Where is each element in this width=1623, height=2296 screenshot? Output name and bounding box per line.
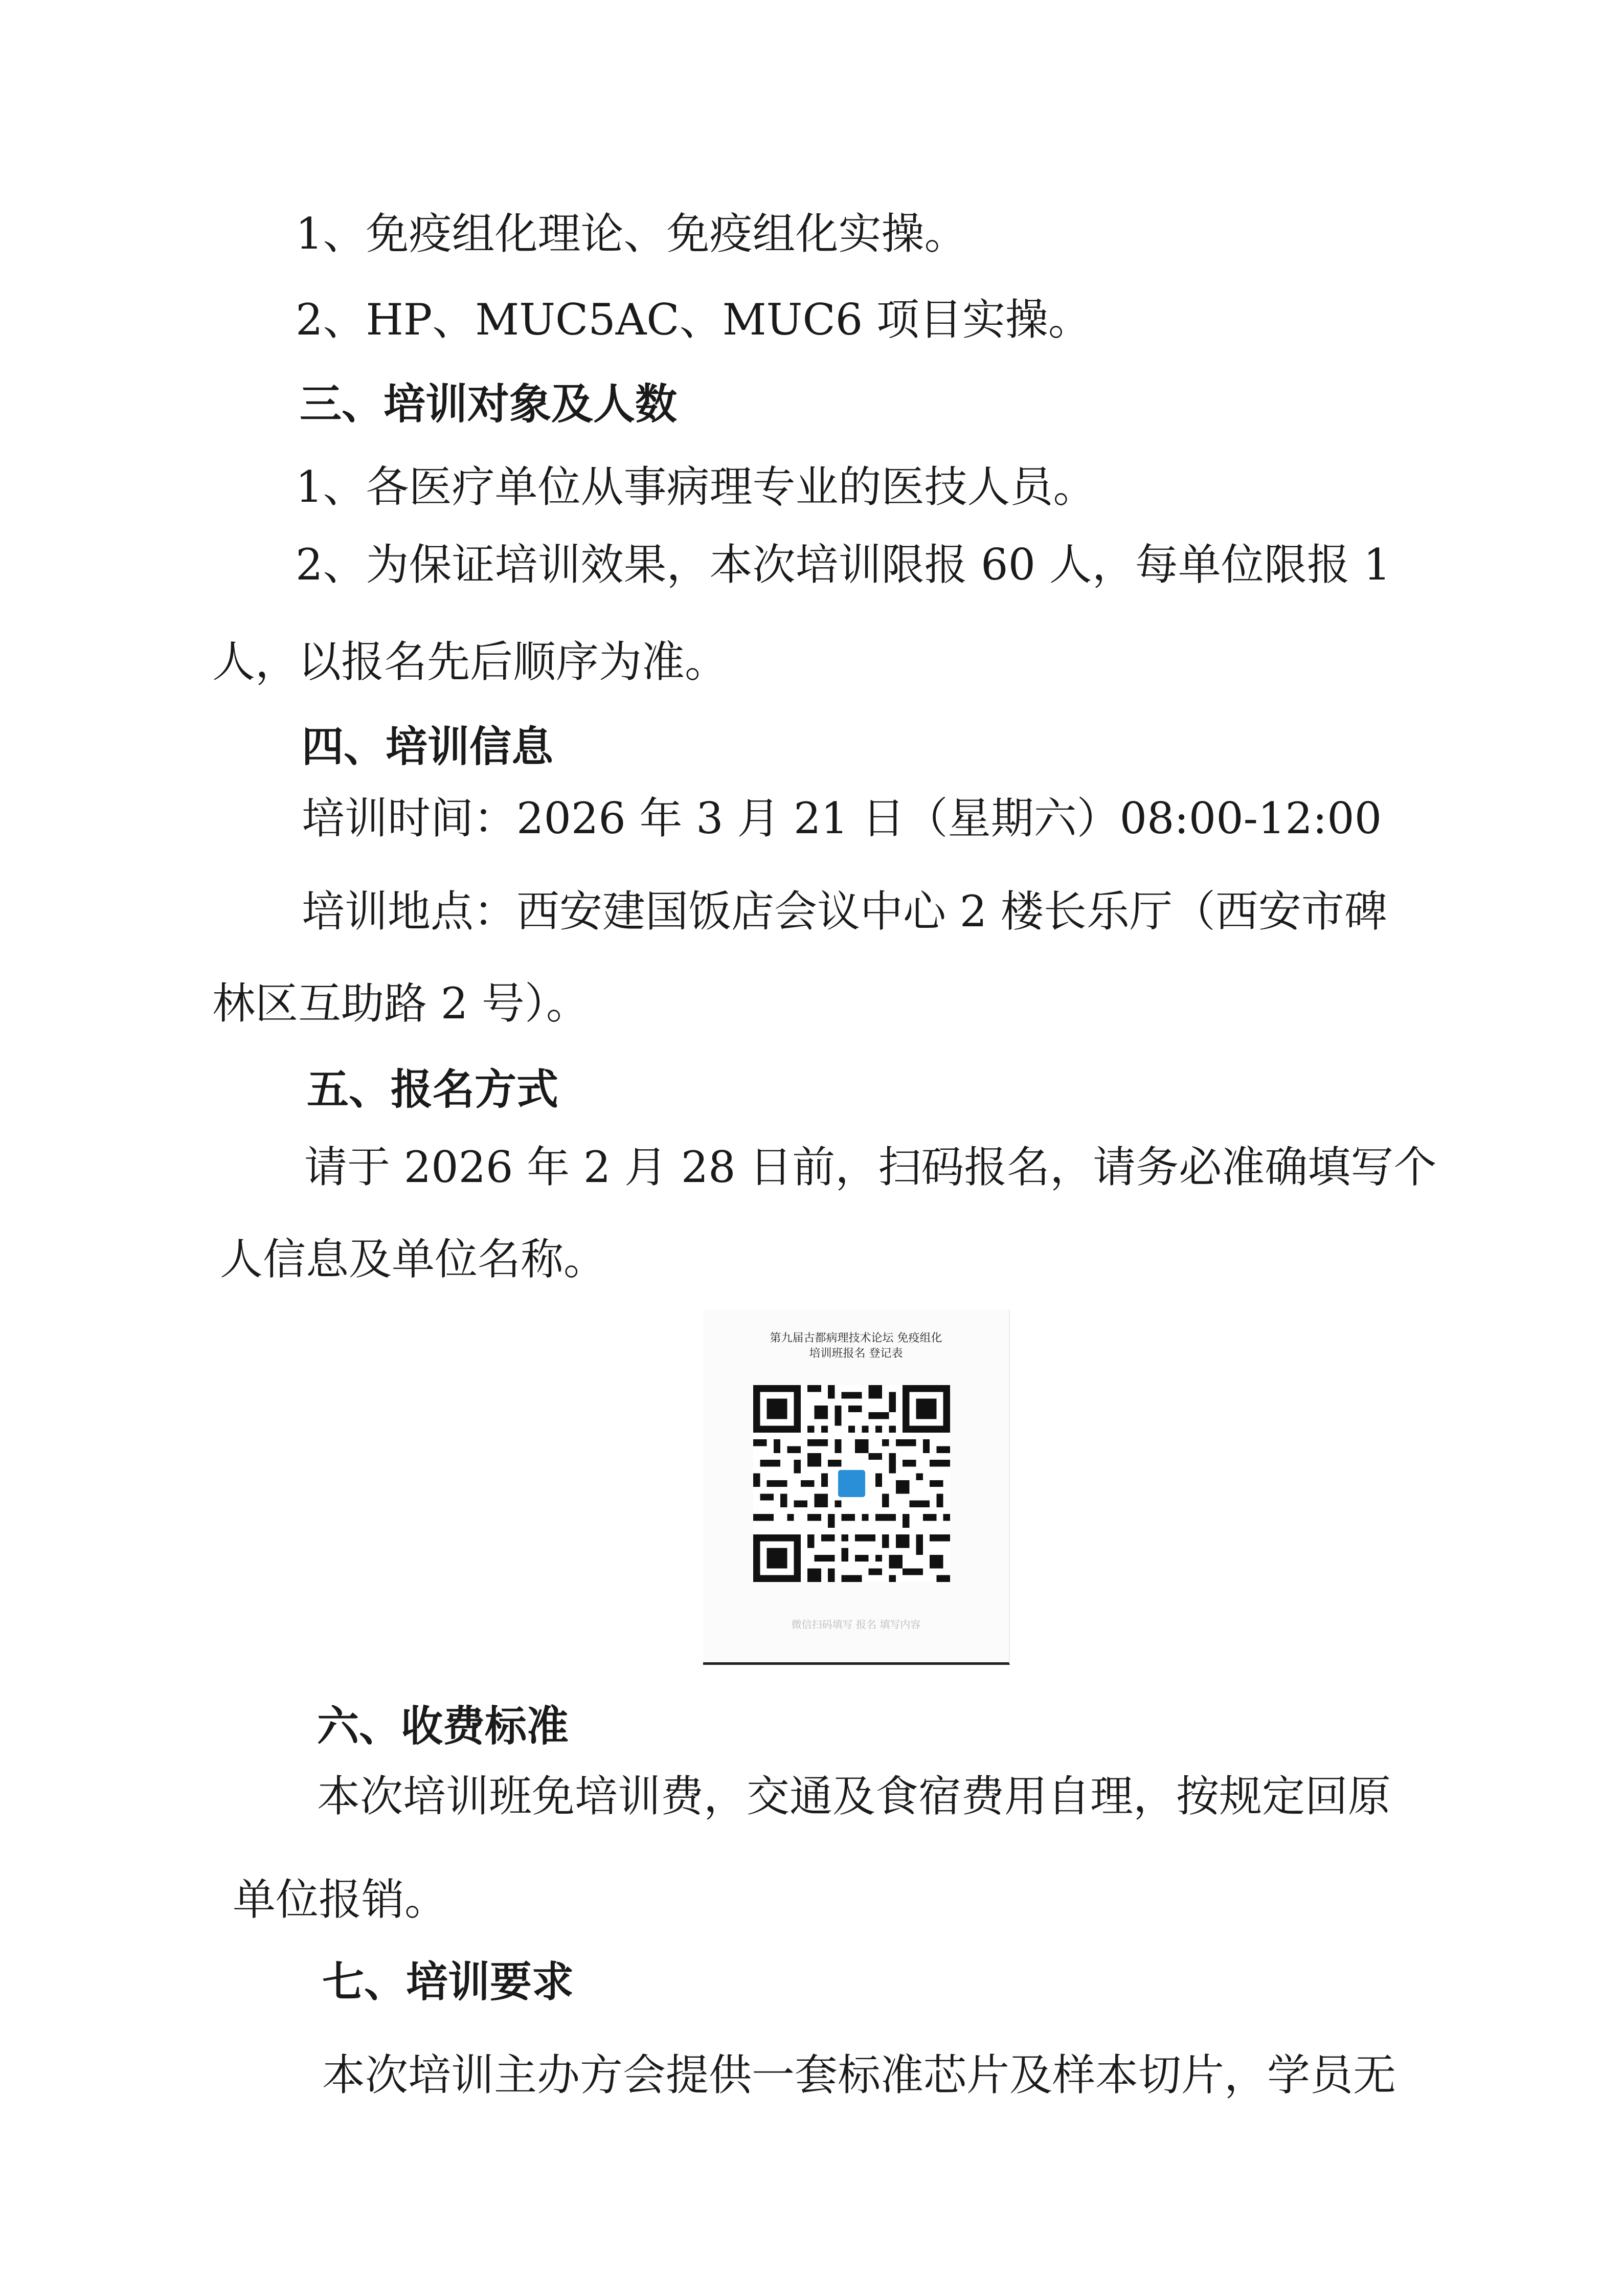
training-requirements: 本次培训主办方会提供一套标准芯片及样本切片，学员无 [322,2050,1396,2100]
section-heading-6: 六、收费标准 [317,1702,569,1751]
qr-footer: 微信扫码填写 报名 填写内容 [791,1618,921,1631]
qr-code-icon[interactable] [753,1385,950,1582]
list-item-trainees-1: 1、各医疗单位从事病理专业的医技人员。 [296,462,1096,512]
section-heading-5: 五、报名方式 [307,1065,559,1114]
training-location-cont: 林区互助路 2 号）。 [212,978,589,1029]
list-item-training-content-1: 1、免疫组化理论、免疫组化实操。 [296,209,967,259]
qr-title-line1: 第九届古都病理技术论坛 免疫组化 [770,1332,942,1345]
qr-title-line2: 培训班报名 登记表 [809,1347,903,1360]
section-heading-4: 四、培训信息 [302,723,554,771]
training-time: 培训时间：2026 年 3 月 21 日（星期六）08:00-12:00 [302,793,1382,843]
fee-standard-cont: 单位报销。 [233,1875,448,1925]
training-location: 培训地点：西安建国饭店会议中心 2 楼长乐厅（西安市碑 [302,886,1387,937]
list-item-training-content-2: 2、HP、MUC5AC、MUC6 项目实操。 [296,295,1091,345]
qr-title [703,1331,1009,1362]
list-item-trainees-2: 2、为保证培训效果，本次培训限报 60 人，每单位限报 1 [296,540,1391,590]
registration-qr-card [703,1309,1010,1665]
section-heading-7: 七、培训要求 [322,1958,574,2007]
registration-method: 请于 2026 年 2 月 28 日前，扫码报名，请务必准确填写个 [304,1142,1437,1192]
list-item-trainees-2-cont: 人，以报名先后顺序为准。 [212,637,728,687]
fee-standard: 本次培训班免培训费，交通及食宿费用自理，按规定回原 [317,1771,1391,1821]
registration-method-cont: 人信息及单位名称。 [220,1234,607,1284]
section-heading-3: 三、培训对象及人数 [300,380,678,429]
